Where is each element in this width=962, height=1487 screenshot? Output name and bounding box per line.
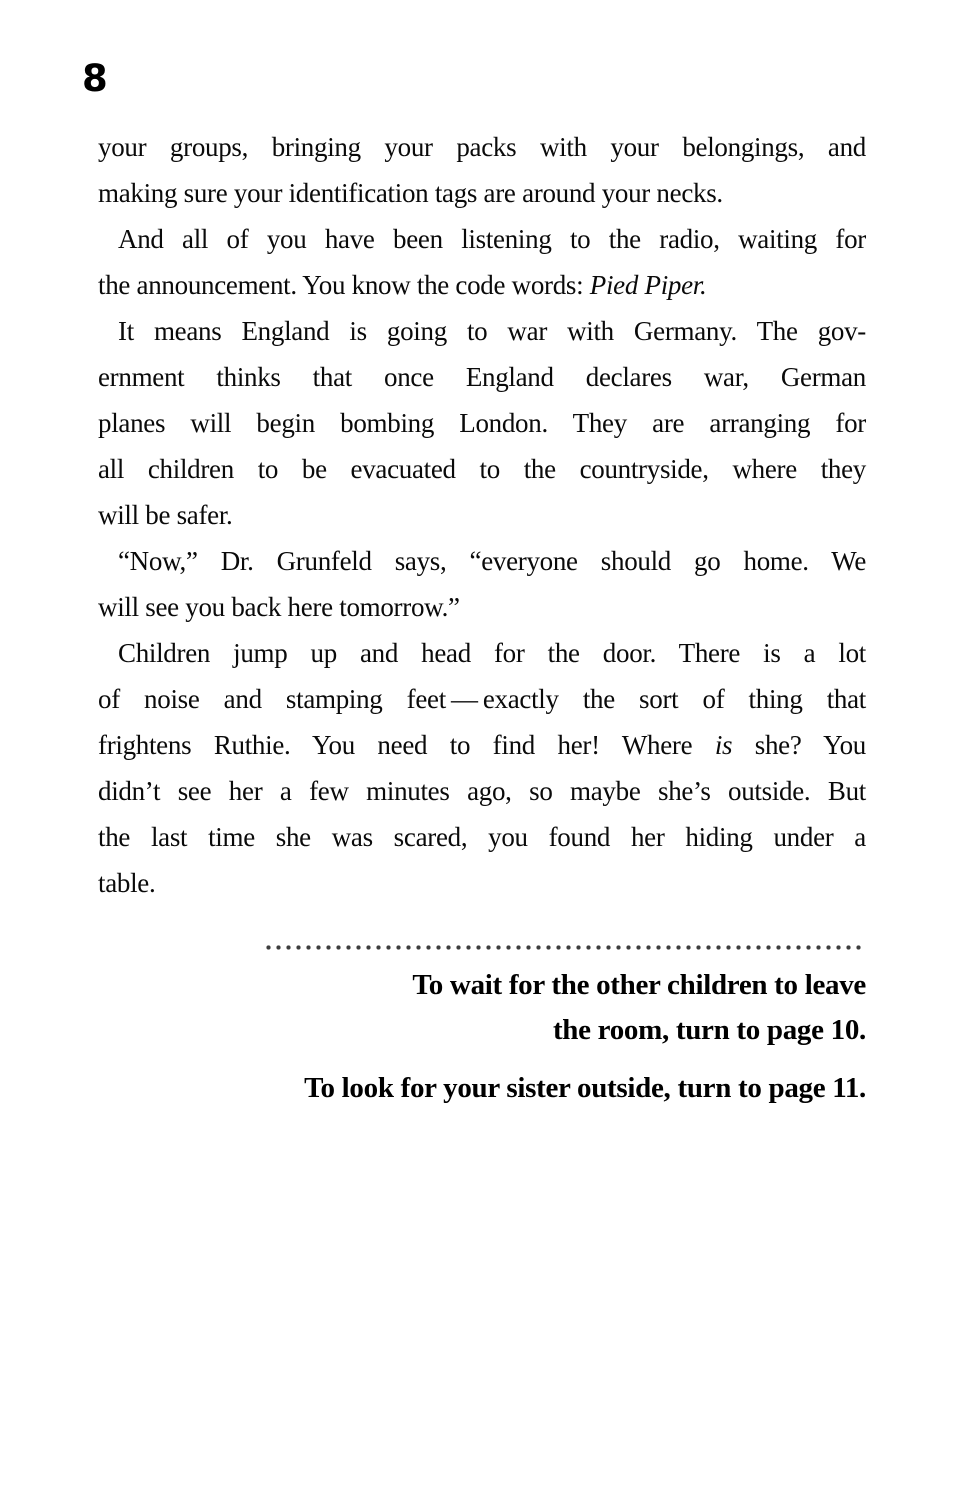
story-text-run: will see you back here tomorrow.” (98, 592, 460, 622)
story-line (98, 170, 866, 216)
story-line (98, 860, 866, 906)
story-line (98, 124, 866, 170)
story-line (98, 308, 866, 354)
story-text-run: frightens Ruthie. You need to find her! Where (98, 730, 715, 760)
story-line (98, 354, 866, 400)
choice-option (98, 1066, 866, 1111)
choice-line: To look for your sister outside, turn to page 11. (304, 1072, 866, 1104)
story-text-run: the last time she was scared, you found her hiding under a (98, 822, 866, 852)
dotted-divider (266, 945, 866, 950)
story-line (98, 216, 866, 262)
story-text-run: table. (98, 868, 156, 898)
story-text-run: your groups, bringing your packs with your belongings, and (98, 132, 866, 162)
choices (98, 963, 866, 1111)
page-number: 8 (82, 57, 108, 100)
story-text-italic: is (714, 730, 733, 760)
story-text-run: didn’t see her a few minutes ago, so maybe she’s outside. But (98, 776, 866, 806)
story-text-run: And all of you have been listening to the radio, waiting for (118, 224, 866, 254)
story-text-run: “Now,” Dr. Grunfeld says, “everyone should go home. We (118, 546, 866, 576)
story-line (98, 814, 866, 860)
story-line (98, 446, 866, 492)
story-line (98, 630, 866, 676)
story-line (98, 262, 866, 308)
story-line (98, 584, 866, 630)
story-text-run: all children to be evacuated to the countryside, where they (98, 454, 866, 484)
story-text-run: ernment thinks that once England declares war, German (98, 362, 866, 392)
story-text-run: she? You (732, 730, 866, 760)
story-text-run: Children jump up and head for the door. There is a lot (118, 638, 866, 668)
story-text-run: It means England is going to war with Germany. The gov- (118, 316, 866, 346)
story-text-run: the announcement. You know the code words: (98, 270, 590, 300)
story-text-run: of noise and stamping feet — exactly the sort of thing that (98, 684, 866, 714)
story-text-run: making sure your identification tags are around your necks. (98, 178, 723, 208)
story-text-run: planes will begin bombing London. They are arranging for (98, 408, 866, 438)
story-line (98, 538, 866, 584)
choice-line: To wait for the other children to leave (412, 969, 866, 1001)
choice-line: the room, turn to page 10. (552, 1014, 866, 1046)
story-line (98, 768, 866, 814)
story-line (98, 676, 866, 722)
story-line (98, 492, 866, 538)
choice-option (98, 963, 866, 1053)
story-line (98, 400, 866, 446)
story-text-run: will be safer. (98, 500, 233, 530)
story-line (98, 722, 866, 768)
story-text (98, 124, 866, 906)
story-text-italic: Pied Piper. (589, 270, 707, 300)
